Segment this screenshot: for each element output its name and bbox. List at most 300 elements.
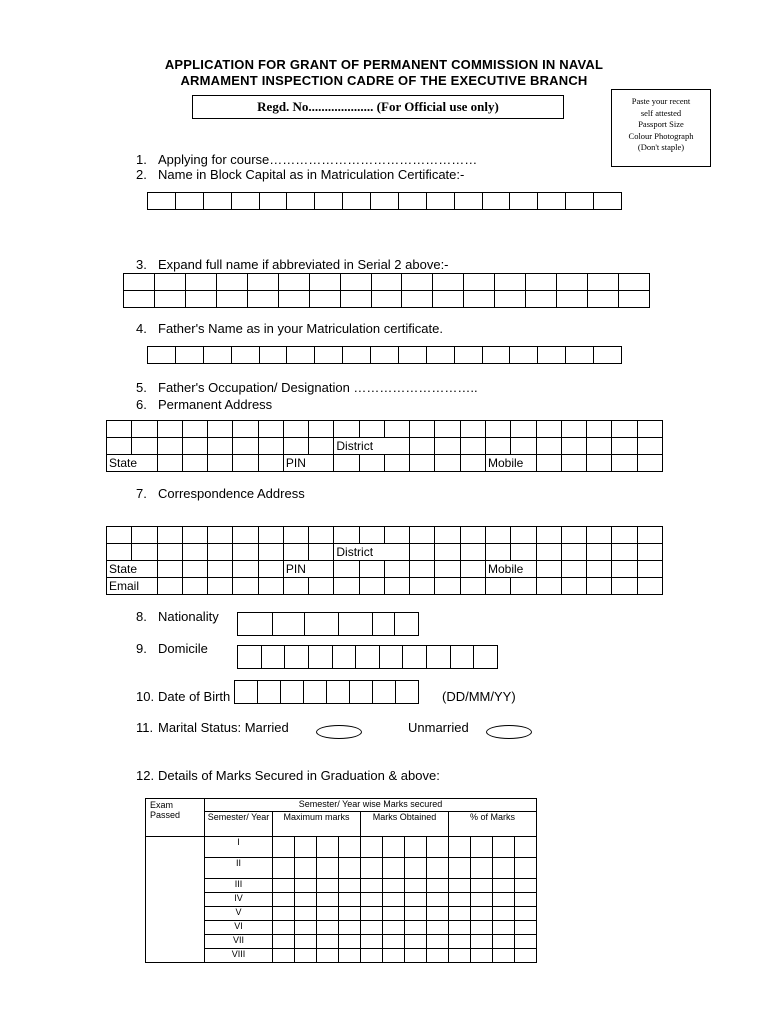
name-block-capital-boxes[interactable] [147,192,622,210]
marks-cell[interactable] [405,921,427,935]
marks-cell[interactable] [405,907,427,921]
char-box[interactable] [154,274,185,291]
char-box[interactable] [561,421,586,438]
char-box[interactable] [371,291,402,308]
marks-cell[interactable] [405,935,427,949]
char-box[interactable] [410,421,435,438]
char-box[interactable] [460,421,485,438]
char-box[interactable] [536,438,561,455]
char-box[interactable] [216,291,247,308]
char-box[interactable] [403,646,427,668]
char-box[interactable] [460,578,485,595]
marks-cell[interactable] [383,837,405,858]
marks-cell[interactable] [405,837,427,858]
char-box[interactable] [637,578,662,595]
marks-cell[interactable] [295,893,317,907]
char-box[interactable] [309,438,334,455]
char-box[interactable] [538,193,566,209]
char-box[interactable] [402,274,433,291]
char-box[interactable] [208,561,233,578]
char-box[interactable] [485,544,510,561]
char-box[interactable] [485,438,510,455]
marks-cell[interactable] [493,949,515,963]
char-box[interactable] [157,455,182,472]
char-box[interactable] [281,681,304,703]
char-box[interactable] [566,347,594,363]
marks-cell[interactable] [317,837,339,858]
char-box[interactable] [637,455,662,472]
char-box[interactable] [435,578,460,595]
marks-cell[interactable] [471,837,493,858]
marks-cell[interactable] [273,879,295,893]
char-box[interactable] [380,646,404,668]
char-box[interactable] [154,291,185,308]
char-box[interactable] [315,193,343,209]
marks-cell[interactable] [515,858,537,879]
char-box[interactable] [315,347,343,363]
char-box[interactable] [511,438,536,455]
char-box[interactable] [304,681,327,703]
char-box[interactable] [124,291,155,308]
char-box[interactable] [410,544,435,561]
marks-cell[interactable] [493,879,515,893]
char-box[interactable] [309,527,334,544]
char-box[interactable] [283,527,308,544]
char-box[interactable] [384,455,409,472]
married-radio[interactable] [316,725,362,739]
marks-cell[interactable] [427,907,449,921]
char-box[interactable] [340,274,371,291]
marks-cell[interactable] [383,949,405,963]
marks-cell[interactable] [273,837,295,858]
char-box[interactable] [395,613,418,635]
char-box[interactable] [233,455,258,472]
photo-box[interactable] [611,89,711,167]
char-box[interactable] [435,527,460,544]
marks-cell[interactable] [493,935,515,949]
char-box[interactable] [182,544,207,561]
char-box[interactable] [485,527,510,544]
marks-cell[interactable] [405,879,427,893]
char-box[interactable] [396,681,418,703]
char-box[interactable] [350,681,373,703]
marks-cell[interactable] [405,893,427,907]
char-box[interactable] [510,193,538,209]
char-box[interactable] [157,544,182,561]
char-box[interactable] [612,544,637,561]
marks-cell[interactable] [471,858,493,879]
marks-cell[interactable] [361,879,383,893]
char-box[interactable] [637,561,662,578]
char-box[interactable] [536,561,561,578]
marks-cell[interactable] [273,921,295,935]
char-box[interactable] [561,527,586,544]
char-box[interactable] [107,438,132,455]
char-box[interactable] [451,646,475,668]
char-box[interactable] [637,421,662,438]
marks-cell[interactable] [471,907,493,921]
marks-cell[interactable] [317,921,339,935]
char-box[interactable] [359,455,384,472]
char-box[interactable] [536,578,561,595]
char-box[interactable] [258,561,283,578]
marks-cell[interactable] [471,921,493,935]
char-box[interactable] [232,193,260,209]
char-box[interactable] [124,274,155,291]
marks-cell[interactable] [273,949,295,963]
char-box[interactable] [278,291,309,308]
char-box[interactable] [637,527,662,544]
char-box[interactable] [283,578,308,595]
char-box[interactable] [455,193,483,209]
char-box[interactable] [157,421,182,438]
char-box[interactable] [587,544,612,561]
marks-cell[interactable] [515,879,537,893]
char-box[interactable] [107,544,132,561]
char-box[interactable] [410,438,435,455]
char-box[interactable] [287,347,315,363]
char-box[interactable] [464,274,495,291]
char-box[interactable] [588,291,619,308]
char-box[interactable] [526,291,557,308]
char-box[interactable] [612,527,637,544]
marks-cell[interactable] [449,858,471,879]
char-box[interactable] [233,578,258,595]
char-box[interactable] [258,681,281,703]
char-box[interactable] [637,438,662,455]
marks-cell[interactable] [449,935,471,949]
char-box[interactable] [464,291,495,308]
char-box[interactable] [435,438,460,455]
marks-cell[interactable] [273,935,295,949]
char-box[interactable] [278,274,309,291]
char-box[interactable] [285,646,309,668]
char-box[interactable] [204,193,232,209]
char-box[interactable] [536,455,561,472]
char-box[interactable] [185,291,216,308]
char-box[interactable] [460,544,485,561]
marks-cell[interactable] [295,935,317,949]
char-box[interactable] [340,291,371,308]
marks-cell[interactable] [427,879,449,893]
char-box[interactable] [132,421,157,438]
marks-cell[interactable] [339,879,361,893]
char-box[interactable] [399,347,427,363]
char-box[interactable] [334,455,359,472]
char-box[interactable] [232,347,260,363]
char-box[interactable] [410,527,435,544]
char-box[interactable] [511,544,536,561]
domicile-boxes[interactable] [237,645,498,669]
exam-passed-cell[interactable] [146,837,205,963]
marks-cell[interactable] [361,949,383,963]
char-box[interactable] [208,438,233,455]
marks-cell[interactable] [317,893,339,907]
char-box[interactable] [148,193,176,209]
nationality-boxes[interactable] [237,612,419,636]
char-box[interactable] [474,646,497,668]
marks-cell[interactable] [449,921,471,935]
char-box[interactable] [334,578,359,595]
char-box[interactable] [182,438,207,455]
char-box[interactable] [526,274,557,291]
char-box[interactable] [359,527,384,544]
char-box[interactable] [233,561,258,578]
marks-cell[interactable] [295,858,317,879]
char-box[interactable] [587,438,612,455]
marks-cell[interactable] [383,893,405,907]
char-box[interactable] [132,527,157,544]
char-box[interactable] [619,291,650,308]
marks-cell[interactable] [427,949,449,963]
char-box[interactable] [495,291,526,308]
marks-cell[interactable] [515,907,537,921]
marks-cell[interactable] [383,921,405,935]
marks-cell[interactable] [493,837,515,858]
char-box[interactable] [283,544,308,561]
char-box[interactable] [433,291,464,308]
char-box[interactable] [157,438,182,455]
char-box[interactable] [132,438,157,455]
char-box[interactable] [485,421,510,438]
char-box[interactable] [235,681,258,703]
marks-cell[interactable] [295,949,317,963]
char-box[interactable] [309,291,340,308]
char-box[interactable] [208,527,233,544]
marks-cell[interactable] [515,935,537,949]
char-box[interactable] [309,646,333,668]
marks-cell[interactable] [427,837,449,858]
char-box[interactable] [176,193,204,209]
char-box[interactable] [612,421,637,438]
char-box[interactable] [483,193,511,209]
char-box[interactable] [495,274,526,291]
char-box[interactable] [233,421,258,438]
marks-cell[interactable] [515,893,537,907]
char-box[interactable] [588,274,619,291]
char-box[interactable] [371,193,399,209]
char-box[interactable] [283,421,308,438]
char-box[interactable] [410,578,435,595]
char-box[interactable] [511,421,536,438]
marks-cell[interactable] [317,949,339,963]
char-box[interactable] [402,291,433,308]
char-box[interactable] [427,347,455,363]
char-box[interactable] [435,544,460,561]
marks-cell[interactable] [361,837,383,858]
char-box[interactable] [460,455,485,472]
char-box[interactable] [233,527,258,544]
marks-cell[interactable] [515,837,537,858]
marks-cell[interactable] [471,893,493,907]
marks-cell[interactable] [317,935,339,949]
char-box[interactable] [511,527,536,544]
char-box[interactable] [247,291,278,308]
char-box[interactable] [107,421,132,438]
char-box[interactable] [538,347,566,363]
char-box[interactable] [334,421,359,438]
date-of-birth-boxes[interactable] [234,680,419,704]
char-box[interactable] [557,274,588,291]
char-box[interactable] [587,527,612,544]
char-box[interactable] [182,578,207,595]
char-box[interactable] [258,544,283,561]
char-box[interactable] [148,347,176,363]
marks-cell[interactable] [493,907,515,921]
char-box[interactable] [384,578,409,595]
char-box[interactable] [182,421,207,438]
marks-cell[interactable] [405,858,427,879]
marks-cell[interactable] [471,879,493,893]
marks-cell[interactable] [493,921,515,935]
char-box[interactable] [485,578,510,595]
marks-cell[interactable] [449,879,471,893]
char-box[interactable] [427,193,455,209]
marks-cell[interactable] [317,858,339,879]
marks-cell[interactable] [449,893,471,907]
marks-cell[interactable] [361,893,383,907]
char-box[interactable] [410,455,435,472]
char-box[interactable] [305,613,339,635]
char-box[interactable] [185,274,216,291]
char-box[interactable] [612,438,637,455]
correspondence-address-grid[interactable] [106,526,663,595]
char-box[interactable] [208,544,233,561]
char-box[interactable] [384,527,409,544]
char-box[interactable] [359,578,384,595]
marks-cell[interactable] [361,907,383,921]
marks-cell[interactable] [339,893,361,907]
char-box[interactable] [182,561,207,578]
char-box[interactable] [637,544,662,561]
char-box[interactable] [343,347,371,363]
char-box[interactable] [536,544,561,561]
char-box[interactable] [561,544,586,561]
char-box[interactable] [561,561,586,578]
char-box[interactable] [238,613,273,635]
char-box[interactable] [204,347,232,363]
char-box[interactable] [612,578,637,595]
char-box[interactable] [561,438,586,455]
char-box[interactable] [157,527,182,544]
marks-cell[interactable] [383,858,405,879]
marks-cell[interactable] [383,907,405,921]
char-box[interactable] [536,527,561,544]
char-box[interactable] [435,421,460,438]
char-box[interactable] [107,527,132,544]
marks-cell[interactable] [273,893,295,907]
father-name-boxes[interactable] [147,346,622,364]
char-box[interactable] [208,455,233,472]
marks-cell[interactable] [493,858,515,879]
char-box[interactable] [356,646,380,668]
marks-cell[interactable] [339,837,361,858]
char-box[interactable] [399,193,427,209]
char-box[interactable] [561,578,586,595]
marks-cell[interactable] [273,907,295,921]
char-box[interactable] [333,646,357,668]
char-box[interactable] [283,438,308,455]
char-box[interactable] [287,193,315,209]
marks-cell[interactable] [361,921,383,935]
char-box[interactable] [339,613,374,635]
char-box[interactable] [334,527,359,544]
char-box[interactable] [260,347,288,363]
char-box[interactable] [435,455,460,472]
char-box[interactable] [373,613,395,635]
marks-cell[interactable] [471,935,493,949]
marks-cell[interactable] [471,949,493,963]
char-box[interactable] [427,646,451,668]
marks-cell[interactable] [515,949,537,963]
char-box[interactable] [455,347,483,363]
marks-cell[interactable] [295,907,317,921]
marks-cell[interactable] [427,858,449,879]
marks-cell[interactable] [339,921,361,935]
char-box[interactable] [384,561,409,578]
marks-cell[interactable] [295,921,317,935]
char-box[interactable] [258,527,283,544]
marks-cell[interactable] [405,949,427,963]
marks-cell[interactable] [449,907,471,921]
char-box[interactable] [309,421,334,438]
marks-cell[interactable] [427,893,449,907]
marks-cell[interactable] [361,935,383,949]
expanded-name-grid[interactable] [123,273,650,308]
char-box[interactable] [247,274,278,291]
marks-cell[interactable] [383,879,405,893]
marks-cell[interactable] [339,949,361,963]
char-box[interactable] [594,193,621,209]
char-box[interactable] [373,681,396,703]
char-box[interactable] [612,455,637,472]
char-box[interactable] [561,455,586,472]
char-box[interactable] [410,561,435,578]
char-box[interactable] [233,544,258,561]
char-box[interactable] [182,527,207,544]
char-box[interactable] [433,274,464,291]
char-box[interactable] [587,421,612,438]
marks-cell[interactable] [427,921,449,935]
char-box[interactable] [327,681,350,703]
marks-cell[interactable] [317,907,339,921]
char-box[interactable] [273,613,306,635]
char-box[interactable] [460,527,485,544]
char-box[interactable] [260,193,288,209]
marks-cell[interactable] [449,949,471,963]
permanent-address-grid[interactable] [106,420,663,472]
char-box[interactable] [612,561,637,578]
char-box[interactable] [176,347,204,363]
char-box[interactable] [371,347,399,363]
char-box[interactable] [258,438,283,455]
marks-cell[interactable] [361,858,383,879]
char-box[interactable] [258,455,283,472]
char-box[interactable] [511,578,536,595]
char-box[interactable] [587,578,612,595]
char-box[interactable] [258,421,283,438]
marks-cell[interactable] [273,858,295,879]
char-box[interactable] [309,544,334,561]
char-box[interactable] [483,347,511,363]
char-box[interactable] [309,578,334,595]
char-box[interactable] [460,438,485,455]
char-box[interactable] [258,578,283,595]
char-box[interactable] [510,347,538,363]
char-box[interactable] [334,561,359,578]
char-box[interactable] [566,193,594,209]
marks-cell[interactable] [295,879,317,893]
